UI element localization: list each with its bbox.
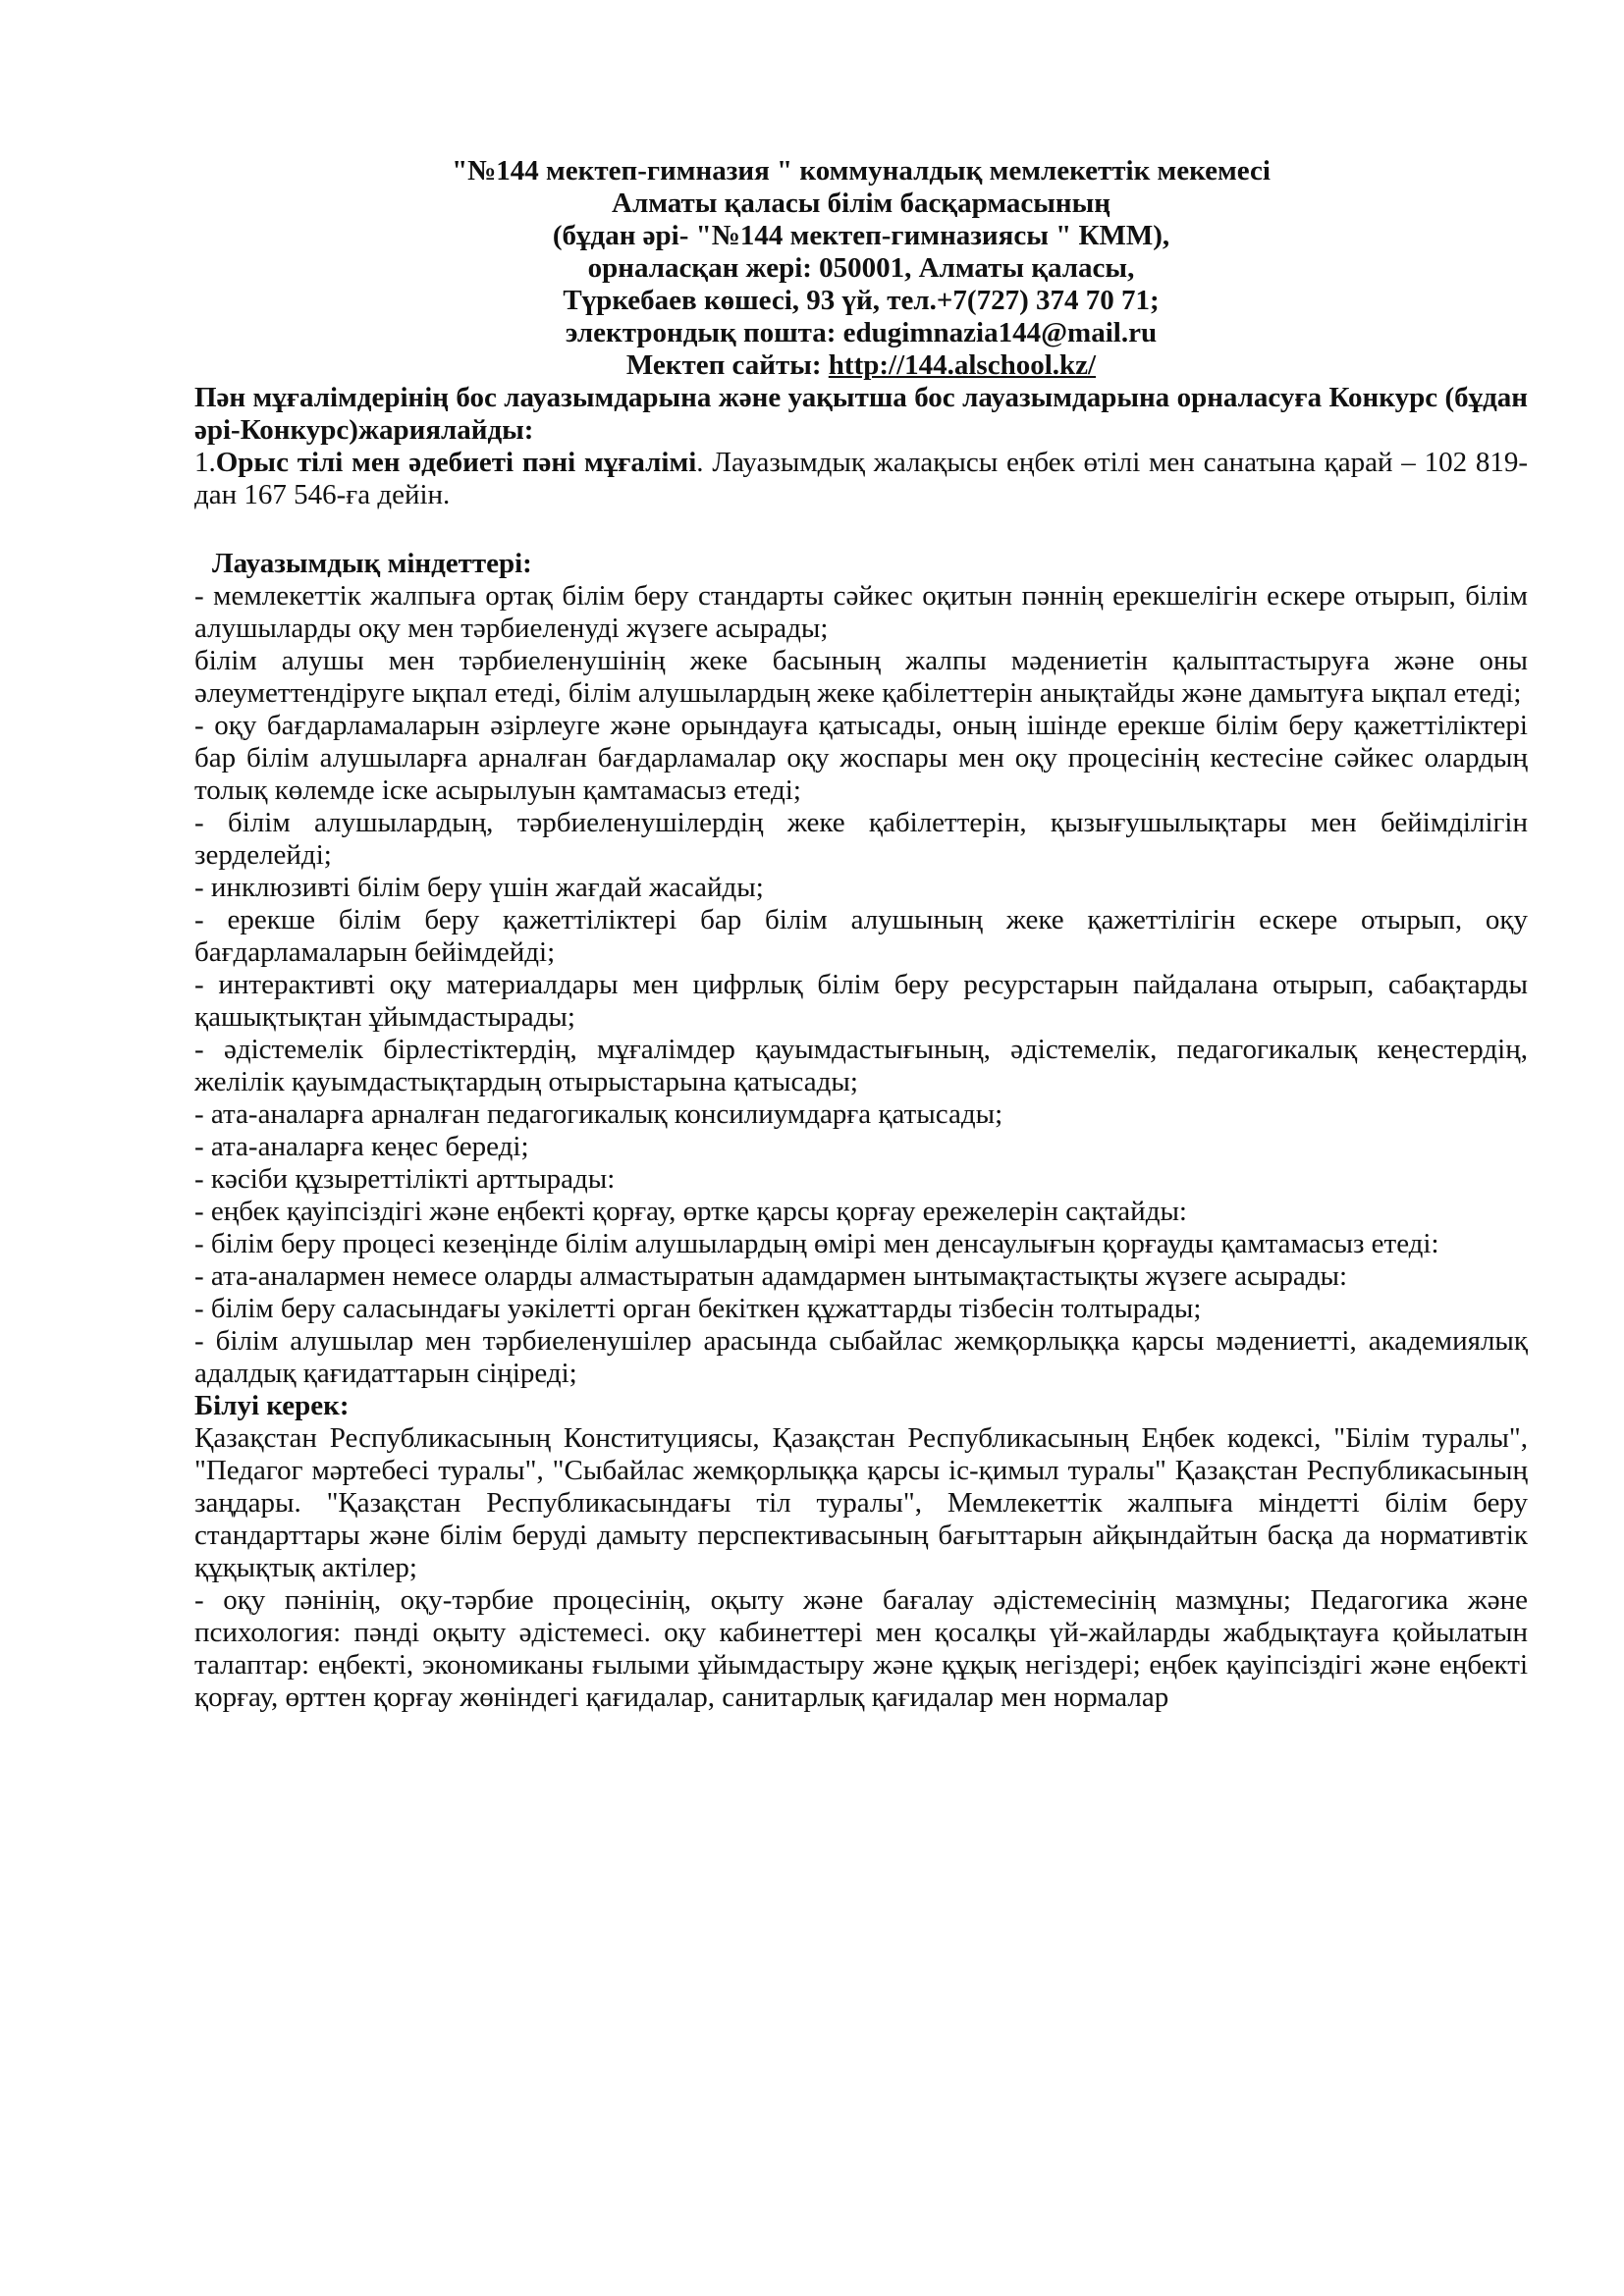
duty-item: білім алушы мен тәрбиеленушінің жеке басының жалпы мәдениетін қалыптастыруға және оны әлеуметтендіруге ықпал етеді, білім алушылардың жеке қабілеттерін анықтайды және дамытуға ықпал етеді;: [194, 645, 1528, 709]
duty-item: - кәсіби құзыреттілікті арттырады:: [194, 1163, 616, 1195]
header-website-line: [194, 349, 1528, 382]
duty-item: - білім беру саласындағы уәкілетті орган бекіткен құжаттарды тізбесін толтырады;: [194, 1293, 1202, 1324]
website-link[interactable]: http://144.alschool.kz/: [828, 349, 1097, 381]
header-street-phone: Түркебаев көшесі, 93 үй, тел.+7(727) 374 70 71;: [563, 285, 1160, 316]
duty-item: - мемлекеттік жалпыға ортақ білім беру стандарты сәйкес оқитын пәннің ерекшелігін ескере отырып, білім алушыларды оқу мен тәрбиеленуді жүзеге асырады;: [194, 580, 1528, 644]
position-paragraph: [194, 447, 1528, 511]
duty-item: - инклюзивті білім беру үшін жағдай жасайды;: [194, 872, 764, 903]
position-title: Орыс тілі мен әдебиеті пәні мұғалімі: [215, 447, 697, 478]
duties-list: [194, 580, 1528, 1390]
header-email: электрондық пошта: edugimnazia144@mail.ru: [565, 317, 1158, 348]
duty-item: - оқу бағдарламаларын әзірлеуге және орындауға қатысады, оның ішінде ерекше білім беру қажеттіліктері бар білім алушыларға арналған бағдарламалар оқу жоспары мен оқу процесінің кестесіне сәйкес олардың толық көлемде іске асырылуын қамтамасыз етеді;: [194, 710, 1528, 806]
header-short-name: (бұдан әрі- "№144 мектеп-гимназиясы " КММ),: [552, 220, 1170, 251]
header-department: Алматы қаласы білім басқармасының: [612, 187, 1110, 219]
knowledge-heading: Білуі керек:: [194, 1390, 350, 1421]
header-institution: "№144 мектеп-гимназия " коммуналдық мемлекеттік мекемесі: [452, 155, 1271, 187]
duty-item: - ата-аналарға кеңес береді;: [194, 1131, 529, 1162]
duty-item: - білім алушылардың, тәрбиеленушілердің жеке қабілеттерін, қызығушылықтары мен бейімділігін зерделейді;: [194, 807, 1528, 871]
document-header: [194, 155, 1528, 382]
duty-item: - әдістемелік бірлестіктердің, мұғалімдер қауымдастығының, әдістемелік, педагогикалық кеңестердің, желілік қауымдастықтардың отырыстарына қатысады;: [194, 1034, 1528, 1097]
announcement: Пән мұғалімдерінің бос лауазымдарына және уақытша бос лауазымдарына орналасуға Конкурс (бұдан әрі-Конкурс)жариялайды:: [194, 382, 1528, 446]
position-salary: . Лауазымдық жалақысы еңбек өтілі мен санатына қарай – 102 819-дан 167 546-ға дейін.: [194, 447, 1529, 510]
duty-item: - білім беру процесі кезеңінде білім алушылардың өмірі мен денсаулығын қорғауды қамтамасыз етеді:: [194, 1228, 1439, 1259]
duties-heading: Лауазымдық міндеттері:: [212, 548, 532, 579]
knowledge-item: - оқу пәнінің, оқу-тәрбие процесінің, оқыту және бағалау әдістемесінің мазмұны; Педагогика және психология: пәнді оқыту әдістемесі. оқу кабинеттері мен қосалқы үй-жайларды жабдықтауға қойылатын талаптар: еңбекті, экономиканы ғылыми ұйымдастыру және құқық негіздері; еңбек қауіпсіздігі және еңбекті қорғау, өрттен қорғау жөніндегі қағидалар, санитарлық қағидалар мен нормалар: [194, 1584, 1528, 1713]
header-address: орналасқан жері: 050001, Алматы қаласы,: [587, 252, 1135, 284]
position-number: 1.: [194, 447, 216, 478]
duty-item: - білім алушылар мен тәрбиеленушілер арасында сыбайлас жемқорлыққа қарсы мәдениетті, академиялық адалдық қағидаттарын сіңіреді;: [194, 1325, 1528, 1389]
document-page: [194, 155, 1528, 1714]
website-label: Мектеп сайты:: [625, 349, 829, 381]
blank-line: [194, 511, 1528, 544]
duty-item: - интерактивті оқу материалдары мен цифрлық білім беру ресурстарын пайдалана отырып, сабақтарды қашықтықтан ұйымдастырады;: [194, 969, 1528, 1033]
duty-item: - ата-аналарға арналған педагогикалық консилиумдарға қатысады;: [194, 1098, 1003, 1130]
knowledge-item: Қазақстан Республикасының Конституциясы, Қазақстан Республикасының Еңбек кодексі, "Білім туралы", "Педагог мәртебесі туралы", "Сыбайлас жемқорлыққа қарсы іс-қимыл туралы" Қазақстан Республикасының заңдары. "Қазақстан Республикасындағы тіл туралы", Мемлекеттік жалпыға міндетті білім беру стандарттары және білім беруді дамыту перспективасының бағыттарын айқындайтын басқа да нормативтік құқықтық актілер;: [194, 1422, 1528, 1583]
knowledge-list: [194, 1422, 1528, 1714]
duty-item: - еңбек қауіпсіздігі және еңбекті қорғау, өртке қарсы қорғау ережелерін сақтайды:: [194, 1196, 1187, 1227]
duty-item: - ерекше білім беру қажеттіліктері бар білім алушының жеке қажеттілігін ескере отырып, оқу бағдарламаларын бейімдейді;: [194, 904, 1528, 968]
duty-item: - ата-аналармен немесе оларды алмастыратын адамдармен ынтымақтастықты жүзеге асырады:: [194, 1260, 1348, 1292]
